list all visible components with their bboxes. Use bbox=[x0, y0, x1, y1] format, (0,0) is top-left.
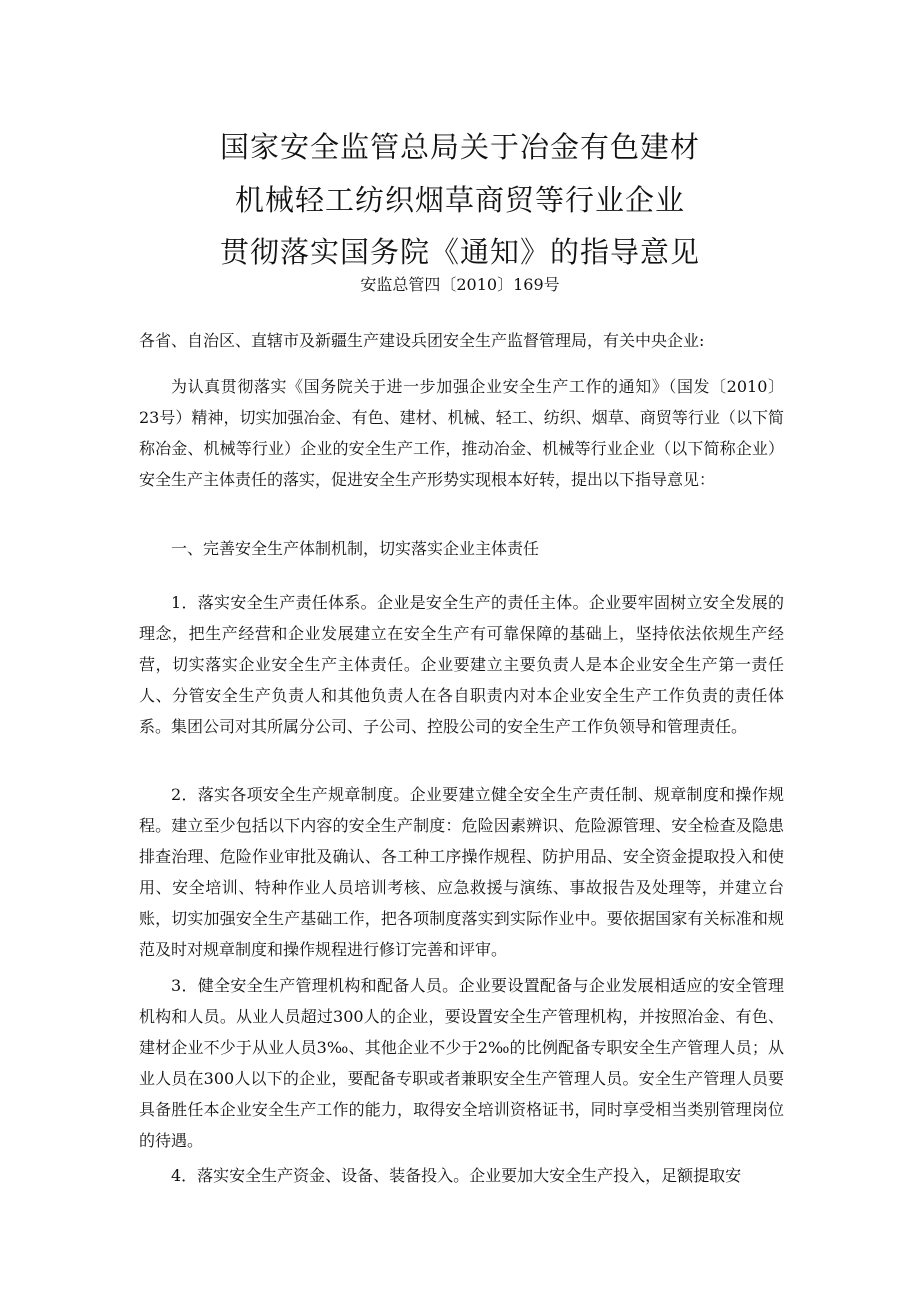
item-paragraph-4: 4．落实安全生产资金、设备、装备投入。企业要加大安全生产投入，足额提取安 bbox=[171, 1166, 742, 1185]
intro-paragraph: 为认真贯彻落实《国务院关于进一步加强企业安全生产工作的通知》（国发〔2010〕23号）精神，切实加强冶金、有色、建材、机械、轻工、纺织、烟草、商贸等行业（以下简称冶金、机械等行业）企业的安全生产工作，推动冶金、机械等行业企业（以下简称企业）安全生产主体责任的落实，促进安全生产形势实现根本好转，提出以下指导意见： bbox=[139, 377, 784, 489]
recipients: 各省、自治区、直辖市及新疆生产建设兵团安全生产监督管理局，有关中央企业: bbox=[139, 331, 705, 350]
item-paragraph-2: 2．落实各项安全生产规章制度。企业要建立健全安全生产责任制、规章制度和操作规程。建立至少包括以下内容的安全生产制度：危险因素辨识、危险源管理、安全检查及隐患排查治理、危险作业审批及确认、各工种工序操作规程、防护用品、安全资金提取投入和使用、安全培训、特种作业人员培训考核、应急救援与演练、事故报告及处理等，并建立台账，切实加强安全生产基础工作，把各项制度落实到实际作业中。要依据国家有关标准和规范及时对规章制度和操作规程进行修订完善和评审。 bbox=[139, 785, 784, 959]
item-paragraph-1: 1．落实安全生产责任体系。企业是安全生产的责任主体。企业要牢固树立安全发展的理念，把生产经营和企业发展建立在安全生产有可靠保障的基础上，坚持依法依规生产经营，切实落实企业安全生产主体责任。企业要建立主要负责人是本企业安全生产第一责任人、分管安全生产负责人和其他负责人在各自职责内对本企业安全生产工作负责的责任体系。集团公司对其所属分公司、子公司、控股公司的安全生产工作负领导和管理责任。 bbox=[139, 593, 784, 736]
section-heading-1: 一、完善安全生产体制机制，切实落实企业主体责任 bbox=[171, 539, 540, 558]
document-title-line-1: 国家安全监管总局关于冶金有色建材 bbox=[219, 130, 700, 165]
document-number: 安监总管四〔2010〕169号 bbox=[360, 275, 560, 294]
document-title-line-3: 贯彻落实国务院《通知》的指导意见 bbox=[219, 235, 700, 270]
document-title-line-2: 机械轻工纺织烟草商贸等行业企业 bbox=[234, 183, 685, 218]
item-paragraph-3: 3．健全安全生产管理机构和配备人员。企业要设置配备与企业发展相适应的安全管理机构和人员。从业人员超过300人的企业，要设置安全生产管理机构，并按照冶金、有色、建材企业不少于从业人员3‰、其他企业不少于2‰的比例配备专职安全生产管理人员；从业人员在300人以下的企业，要配备专职或者兼职安全生产管理人员。安全生产管理人员要具备胜任本企业安全生产工作的能力，取得安全培训资格证书，同时享受相当类别管理岗位的待遇。 bbox=[139, 976, 784, 1150]
